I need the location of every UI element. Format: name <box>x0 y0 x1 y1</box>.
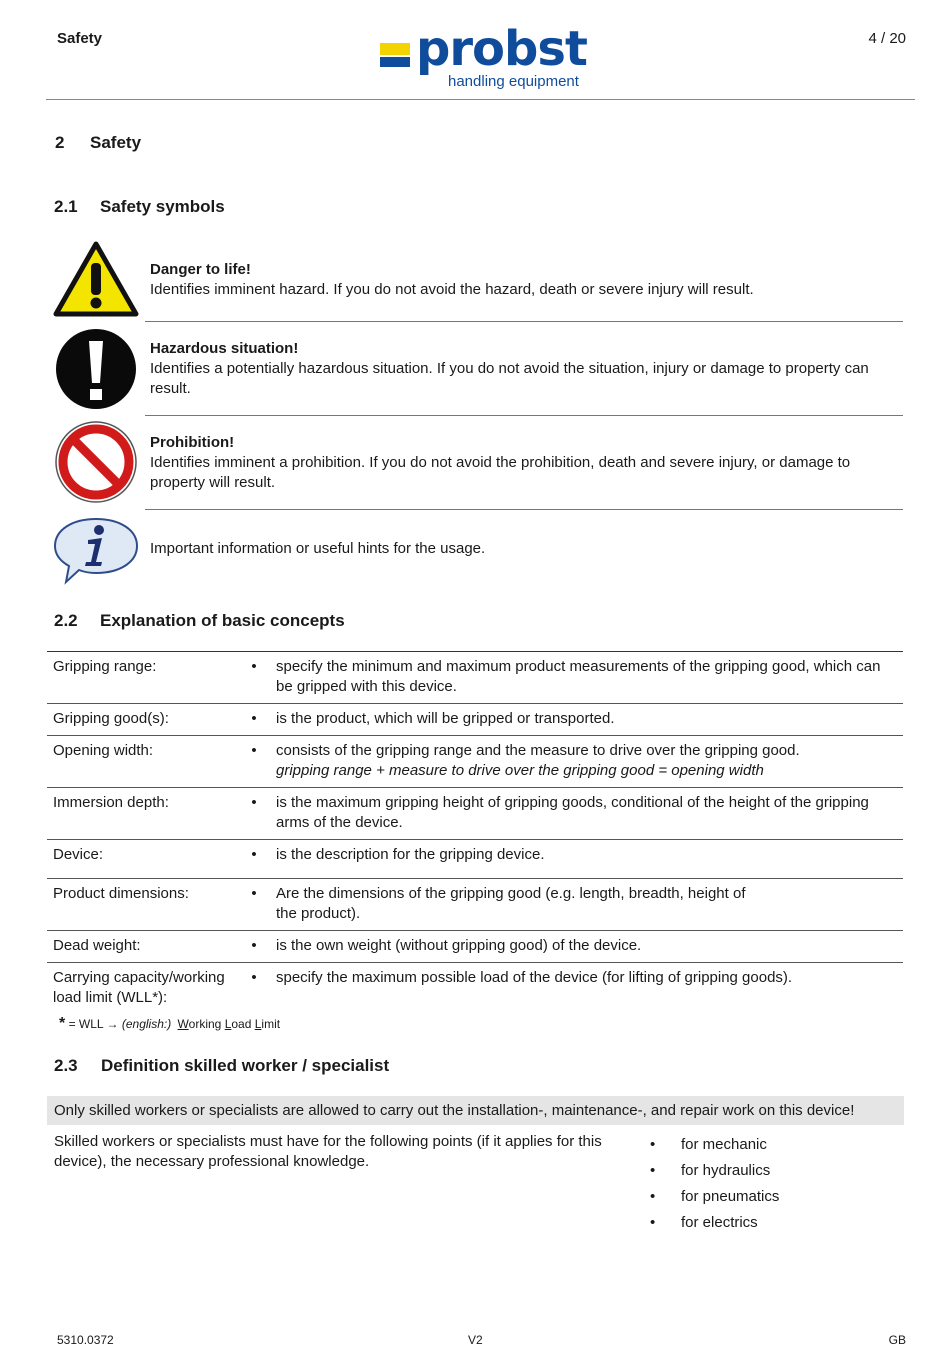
concept-description: is the own weight (without gripping good) of the device. <box>264 931 903 963</box>
concept-term: Gripping good(s): <box>47 704 244 736</box>
divider <box>145 509 903 510</box>
table-row <box>47 879 903 931</box>
divider <box>145 415 903 416</box>
symbol-info <box>150 539 485 559</box>
prohibition-icon <box>54 420 138 504</box>
footnote-expansion: Working Load Limit <box>177 1017 281 1031</box>
bullet: • <box>244 736 264 788</box>
logo-wordmark: probst <box>416 21 587 77</box>
concept-term: Product dimensions: <box>47 879 244 931</box>
symbol-description: Important information or useful hints for the usage. <box>150 540 486 557</box>
concept-description: is the maximum gripping height of gripping goods, conditional of the height of the gripping arms of the device. <box>264 788 903 840</box>
header-section-title: Safety <box>57 30 103 47</box>
table-row <box>47 704 903 736</box>
footnote-star: * <box>59 1015 66 1032</box>
section-2-1-heading <box>54 197 225 217</box>
section-title: Explanation of basic concepts <box>100 611 345 630</box>
arrow-right-icon: → <box>106 1017 119 1031</box>
section-2-2-heading <box>54 611 345 631</box>
symbol-title: Hazardous situation! <box>150 340 299 357</box>
skilled-worker-text: Skilled workers or specialists must have for the following points (if it applies for this device), the necessary professional knowledge. <box>54 1133 602 1170</box>
symbol-description: Identifies imminent hazard. If you do not avoid the hazard, death or severe injury will result. <box>150 281 754 298</box>
wll-footnote <box>59 1015 280 1033</box>
concept-term: Gripping range: <box>47 652 244 704</box>
bullet: • <box>244 879 264 931</box>
footnote-equals: = WLL <box>68 1017 104 1031</box>
table-row <box>47 840 903 879</box>
concept-formula: gripping range + measure to drive over the gripping good = opening width <box>276 762 764 779</box>
bullet: • <box>244 963 264 1015</box>
list-item: • for electrics <box>650 1214 758 1231</box>
symbol-danger <box>150 260 900 300</box>
exclamation-circle-icon <box>54 327 138 411</box>
divider <box>145 321 903 322</box>
section-number: 2.1 <box>54 197 78 216</box>
symbol-description: Identifies a potentially hazardous situation. If you do not avoid the situation, injury or damage to property can result. <box>150 360 869 397</box>
symbol-title: Prohibition! <box>150 434 235 451</box>
logo-yellow-bar <box>380 43 410 55</box>
table-row <box>47 931 903 963</box>
concept-term: Carrying capacity/working load limit (WLL*): <box>47 963 244 1015</box>
section-2-3-heading <box>54 1056 389 1076</box>
footer-version: V2 <box>468 1333 483 1347</box>
bullet: • <box>244 840 264 879</box>
bullet: • <box>244 652 264 704</box>
list-item: • for mechanic <box>650 1136 767 1153</box>
table-row <box>47 788 903 840</box>
list-item: • for hydraulics <box>650 1162 771 1179</box>
section-title: Definition skilled worker / specialist <box>101 1056 390 1075</box>
section-title: Safety <box>90 133 142 152</box>
concept-description: Are the dimensions of the gripping good (e.g. length, breadth, height of the product). <box>264 879 903 931</box>
concept-description: specify the maximum possible load of the device (for lifting of gripping goods). <box>264 963 903 1015</box>
footer-doc-number: 5310.0372 <box>57 1333 114 1347</box>
section-number: 2.2 <box>54 611 78 630</box>
section-2-heading <box>55 133 141 153</box>
logo-subtitle: handling equipment <box>448 73 579 90</box>
concept-term: Device: <box>47 840 244 879</box>
info-bubble-icon <box>52 516 140 586</box>
notice-text: Only skilled workers or specialists are allowed to carry out the installation-, maintenance-, and repair work on this device! <box>54 1102 855 1119</box>
list-item: • for pneumatics <box>650 1188 780 1205</box>
table-row <box>47 652 903 704</box>
symbol-description: Identifies imminent a prohibition. If you do not avoid the prohibition, death and severe injury, or damage to property will result. <box>150 454 851 491</box>
table-row <box>47 963 903 1015</box>
concept-description: is the product, which will be gripped or transported. <box>264 704 903 736</box>
section-title: Safety symbols <box>100 197 225 216</box>
section-number: 2.3 <box>54 1056 78 1075</box>
header-divider <box>46 99 915 100</box>
bullet: • <box>244 704 264 736</box>
concept-description-cell <box>264 736 903 788</box>
concept-term: Immersion depth: <box>47 788 244 840</box>
concept-description: is the description for the gripping device. <box>264 840 903 879</box>
footnote-language: (english:) <box>121 1017 172 1031</box>
table-row <box>47 736 903 788</box>
symbol-hazard <box>150 339 895 399</box>
bullet: • <box>244 788 264 840</box>
section-number: 2 <box>55 133 65 152</box>
concept-term: Dead weight: <box>47 931 244 963</box>
concepts-table <box>47 651 903 1014</box>
concept-description: consists of the gripping range and the measure to drive over the gripping good. <box>276 742 800 759</box>
symbol-title: Danger to life! <box>150 261 251 278</box>
concept-description: specify the minimum and maximum product measurements of the gripping good, which can be gripped with this device. <box>264 652 903 704</box>
warning-triangle-icon <box>53 241 139 317</box>
concept-term: Opening width: <box>47 736 244 788</box>
bullet: • <box>244 931 264 963</box>
probst-logo <box>378 21 593 95</box>
logo-blue-bar <box>380 57 410 67</box>
page-number: 4 / 20 <box>868 30 906 47</box>
skills-list <box>648 1132 779 1236</box>
symbol-prohibition <box>150 433 900 493</box>
footer-language: GB <box>888 1333 906 1347</box>
